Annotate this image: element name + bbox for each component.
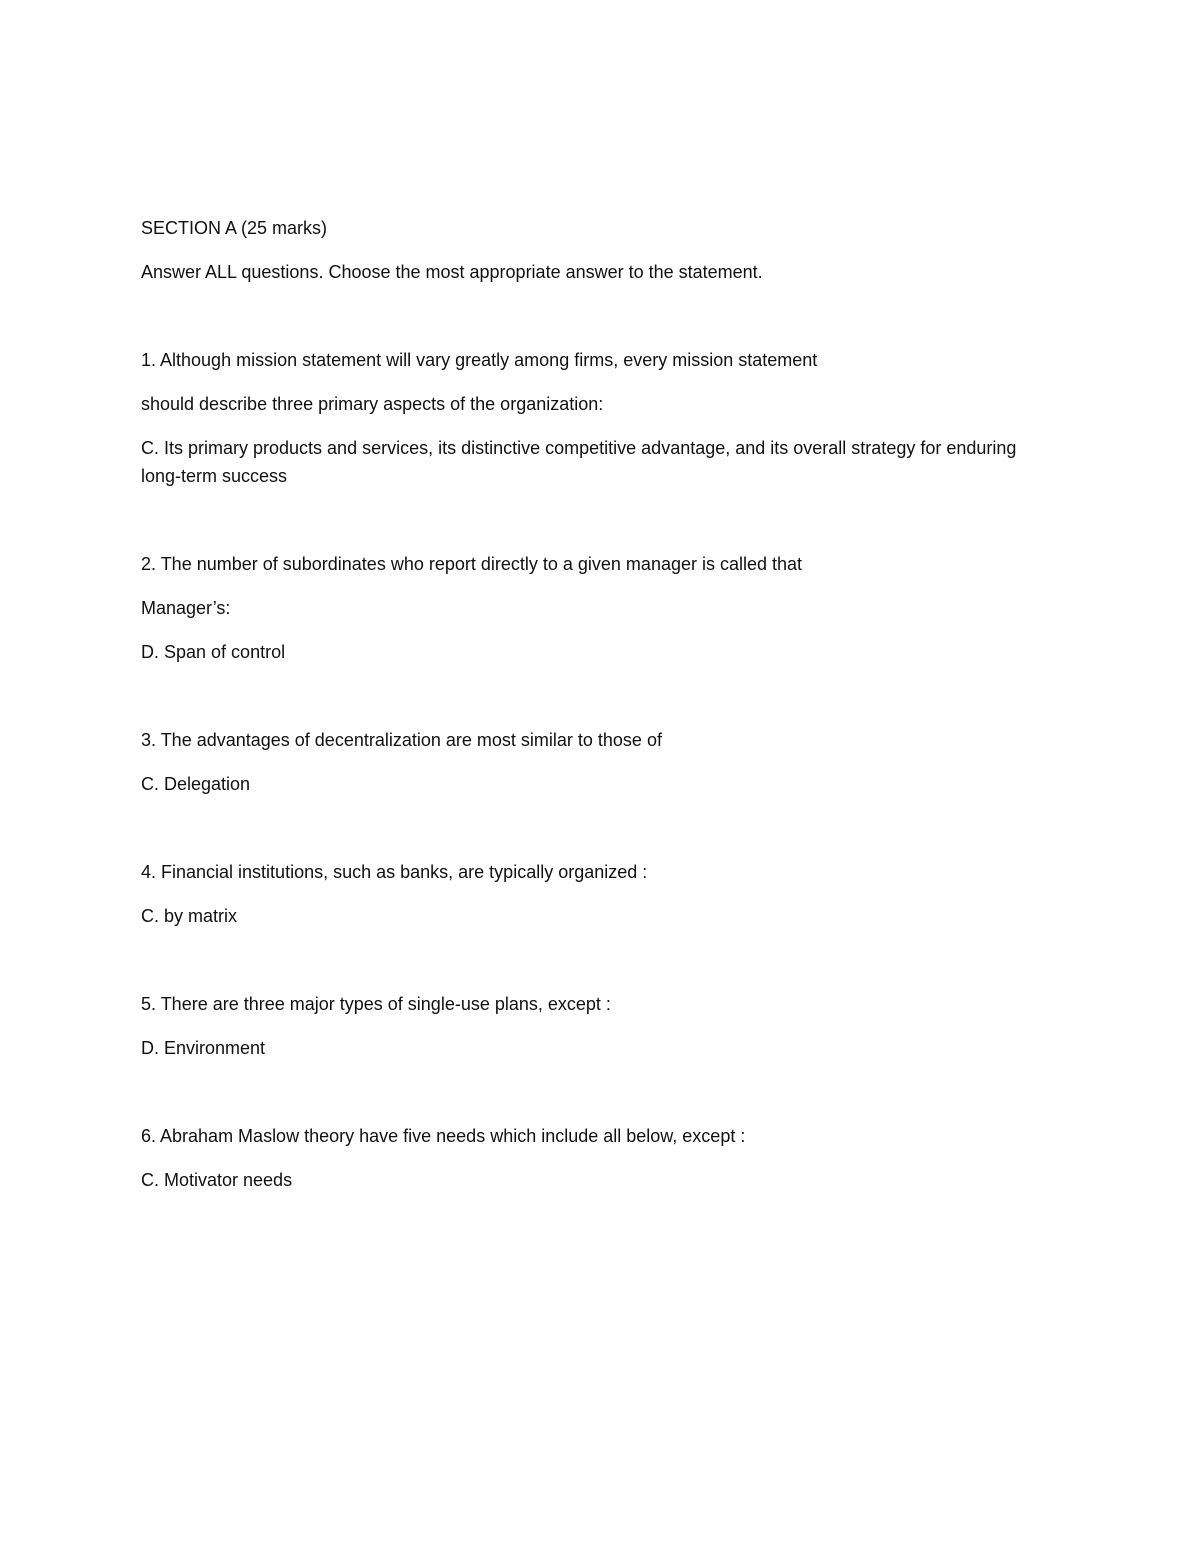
question-text-line1: 1. Although mission statement will vary greatly among firms, every mission statement — [141, 350, 818, 370]
question-text-line1: 5. There are three major types of single-use plans, except : — [141, 994, 611, 1014]
question-text-line1: 2. The number of subordinates who report directly to a given manager is called that — [141, 554, 803, 574]
section-title: SECTION A (25 marks) — [141, 218, 328, 238]
question-text-line2: Manager’s: — [141, 598, 231, 618]
question-1 — [141, 346, 1041, 490]
question-text-line1: 4. Financial institutions, such as banks, are typically organized : — [141, 862, 648, 882]
question-4 — [141, 858, 1041, 930]
answer-text: D. Span of control — [141, 642, 286, 662]
answer-text: C. Its primary products and services, its distinctive competitive advantage, and its overall strategy for enduring long-term success — [141, 438, 1017, 486]
answer-text: C. by matrix — [141, 906, 238, 926]
answer-text: D. Environment — [141, 1038, 266, 1058]
question-2 — [141, 550, 1041, 666]
answer-text: C. Delegation — [141, 774, 251, 794]
question-3 — [141, 726, 1041, 798]
instructions: Answer ALL questions. Choose the most appropriate answer to the statement. — [141, 262, 763, 282]
question-text-line1: 6. Abraham Maslow theory have five needs which include all below, except : — [141, 1126, 746, 1146]
question-text-line2: should describe three primary aspects of the organization: — [141, 394, 604, 414]
question-5 — [141, 990, 1041, 1062]
question-text-line1: 3. The advantages of decentralization are most similar to those of — [141, 730, 662, 750]
document-content — [141, 214, 1041, 1194]
answer-text: C. Motivator needs — [141, 1170, 293, 1190]
question-6 — [141, 1122, 1041, 1194]
